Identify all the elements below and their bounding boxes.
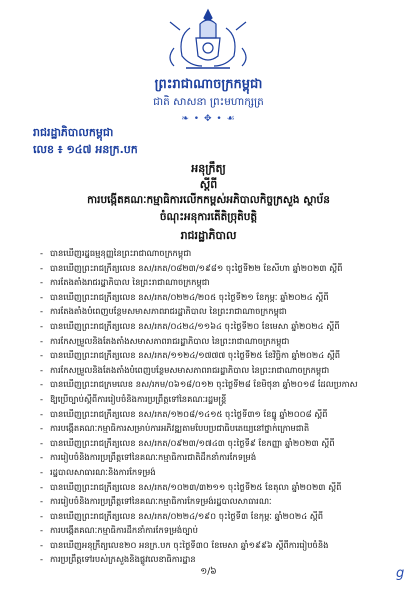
list-item: - បានឃើញអនុក្រឹត្យលេខ២០ អនក្រ.បក ចុះថ្ងៃទី៣០ ខែមេសា ឆ្នាំ១៩៩៦ ស្តីពីការរៀបចំនិង: [40, 538, 376, 553]
list-item: - បានឃើញព្រះរាជក្រឹត្យលេខ នស/រកត/០៤២៤/១១៦៤ ចុះថ្ងៃទី២០ ខែមេសា ឆ្នាំ២០២៤ ស្តីពី: [40, 319, 376, 334]
list-item: - បានឃើញព្រះរាជក្រឹត្យលេខ នស/រកត/០៨២៣/១៩៨១ ចុះថ្ងៃទី២២ ខែសីហា ឆ្នាំ២០២៣ ស្តីពី: [40, 261, 376, 276]
list-item: - ការកែសម្រួលនិងតែងតាំងបំពេញបន្ថែមសមាសភាពរាជរដ្ឋាភិបាល នៃព្រះរាជាណាចក្រកម្ពុជា: [40, 363, 376, 378]
list-item: - រដ្ឋបាលសាធារណៈនិងការកែទម្រង់: [40, 465, 376, 480]
initial-mark: g: [396, 566, 405, 581]
kingdom-title: ព្រះរាជាណាចក្រកម្ពុជា: [154, 77, 263, 92]
section-heading: រាជរដ្ឋាភិបាល: [180, 229, 237, 242]
list-item: - បានឃើញរដ្ឋធម្មនុញ្ញនៃព្រះរាជាណាចក្រកម្ពុជា: [40, 246, 376, 261]
legal-basis-list: [40, 246, 376, 567]
list-item: - ឱ្យប្រើច្បាប់ស្តីពីការរៀបចំនិងការប្រព្រឹត្តទៅនៃគណៈរដ្ឋមន្ត្រី: [40, 392, 376, 407]
list-item: - បានឃើញព្រះរាជក្រឹត្យលេខ នស/រកត/០២២៤/២០៥ ចុះថ្ងៃទី២១ ខែកុម្ភៈ ឆ្នាំ២០២៤ ស្តីពី: [40, 290, 376, 305]
list-item: - ការតែងតាំងបំពេញបន្ថែមសមាសភាពរាជរដ្ឋាភិបាល នៃព្រះរាជាណាចក្រកម្ពុជា: [40, 304, 376, 319]
list-item: - ការកែសម្រួលនិងតែងតាំងសមាសភាពរាជរដ្ឋាភិបាល នៃព្រះរាជាណាចក្រកម្ពុជា: [40, 334, 376, 349]
document-title-line-1: ការបង្កើតគណៈកម្មាធិការលើកកម្ពស់អភិបាលកិច្ចក្រសួង ស្ថាប័ន: [87, 194, 330, 206]
list-item: - បានឃើញព្រះរាជក្រឹត្យលេខ នស/រកត/០៩២៣/១៧៤៣ ចុះថ្ងៃទី៩ ខែកញ្ញា ឆ្នាំ២០២៣ ស្តីពី: [40, 436, 376, 451]
document-title-line-2: ចំណុះអនុការតើតិច្រុតិបត្តិ: [159, 211, 258, 223]
list-item: - ការរៀបចំនិងការប្រព្រឹត្តទៅនៃគណៈកម្មាធិការកែទម្រង់រដ្ឋបាលសាធារណៈ: [40, 494, 376, 509]
national-motto: ជាតិ សាសនា ព្រះមហាក្សត្រ: [153, 96, 264, 108]
list-item: - បានឃើញព្រះរាជក្រឹត្យលេខ នស/រកត/១១២៤/១៧៧៧ ចុះថ្ងៃទី២៥ ខែវិច្ឆិកា ឆ្នាំ២០២៤ ស្តីពី: [40, 348, 376, 363]
list-item: - បានឃើញព្រះរាជក្រឹត្យលេខ នស/រកត/១០២៣/៣២១១ ចុះថ្ងៃទី២៥ ខែតុលា ឆ្នាំ២០២៣ ស្តីពី: [40, 480, 376, 495]
list-item: - ការរៀបចំនិងការប្រព្រឹត្តទៅនៃគណៈកម្មាធិការជាតិដឹកនាំការកែទម្រង់: [40, 450, 376, 465]
list-item: - ការបង្កើតគណៈកម្មាធិការដឹកនាំការកែទម្រង់ច្បាប់: [40, 523, 376, 538]
ornament-divider: ❧ • ✥ • ☙: [181, 114, 236, 124]
list-item: - បានឃើញព្រះរាជក្រឹត្យលេខ នស/រកត/០២២៤/១៩០ ចុះថ្ងៃទី៣ ខែកុម្ភៈ ឆ្នាំ២០២៤ ស្តីពី: [40, 509, 376, 524]
page-number: ១/៦: [200, 567, 217, 577]
document-subject-label: ស្តីពី: [199, 178, 218, 191]
list-item: - បានឃើញព្រះរាជក្រមលេខ នស/រកម/០៦១៨/០១២ ចុះថ្ងៃទី២៨ ខែមិថុនា ឆ្នាំ២០១៨ ដែលប្រកាស: [40, 377, 376, 392]
list-item: - ការប្រព្រឹត្តទៅរបស់ក្រសួងនិងផ្លូវលេខាធិការដ្ឋាន: [40, 552, 376, 567]
document-number: លេខ ៖ ១៤៧ អនក្រ.បក: [33, 143, 138, 156]
list-item: - ការតែងតាំងរាជរដ្ឋាភិបាល នៃព្រះរាជាណាចក្រកម្ពុជា: [40, 275, 376, 290]
list-item: - ការបង្កើតគណៈកម្មាធិការសម្រាប់ការអភិវឌ្ឍតាមបែបប្រជាធិបតេយ្យនៅថ្នាក់ក្រោមជាតិ: [40, 421, 376, 436]
document-type: អនុក្រឹត្យ: [191, 162, 226, 175]
royal-emblem-icon: [160, 8, 256, 74]
issuer-name: រាជរដ្ឋាភិបាលកម្ពុជា: [33, 126, 114, 139]
list-item: - បានឃើញព្រះរាជក្រឹត្យលេខ នស/រកត/១២០៨/១៤១៥ ចុះថ្ងៃទី៣១ ខែធ្នូ ឆ្នាំ២០០៨ ស្តីពី: [40, 407, 376, 422]
